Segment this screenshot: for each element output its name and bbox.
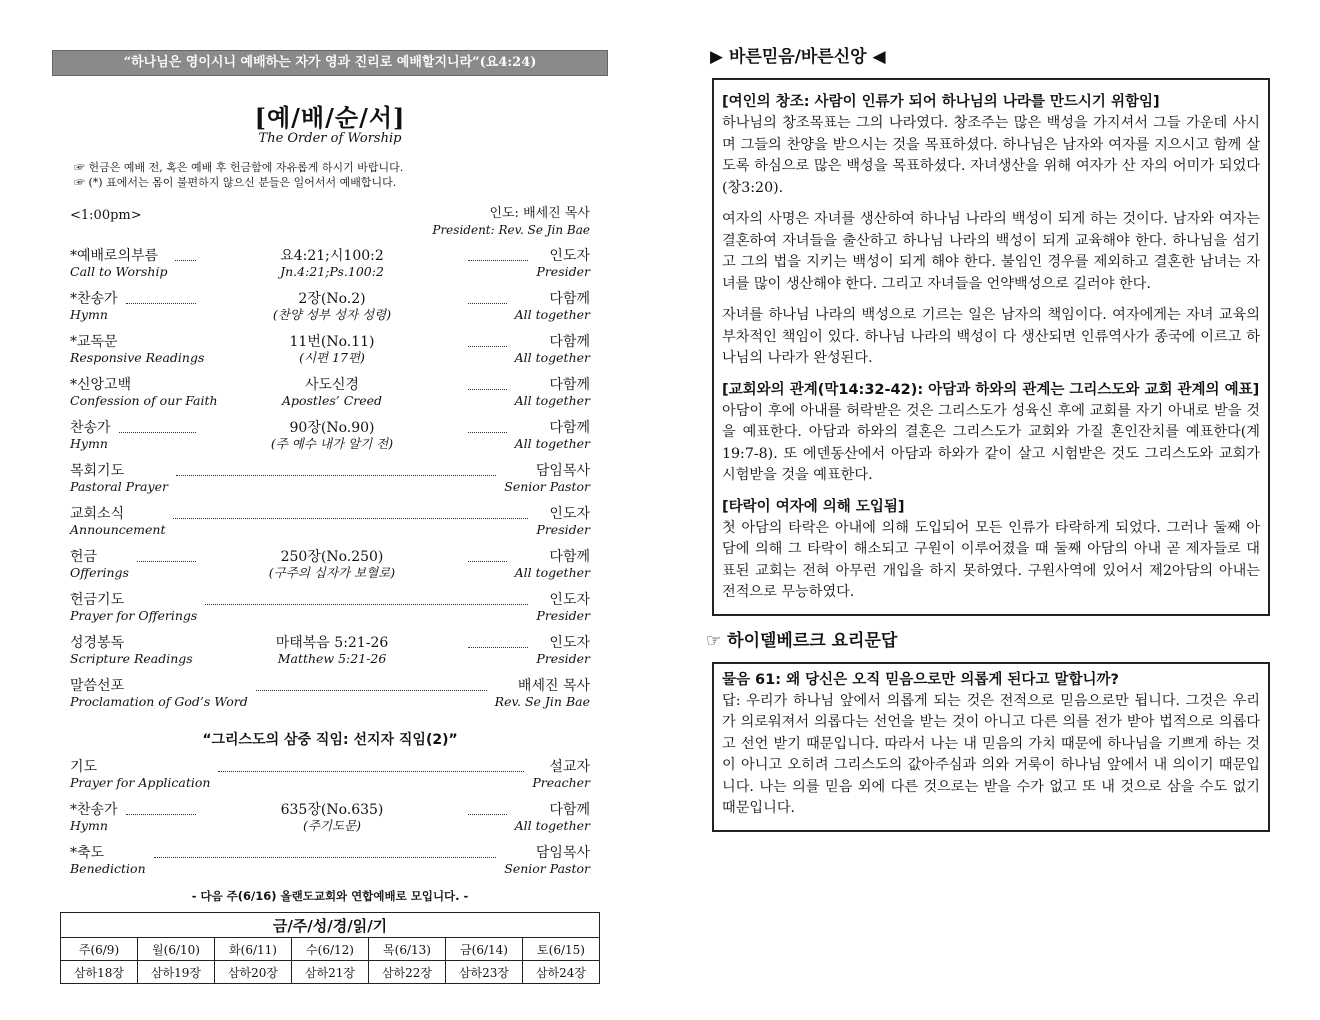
scripture-banner: “하나님은 영이시니 예배하는 자가 영과 진리로 예배할지니라”(요4:24) [52,50,608,76]
reading-passage: 삼하20장 [215,961,292,984]
dotted-leader [468,814,507,815]
catechism-answer: 답: 우리가 하나님 앞에서 의롭게 되는 것은 전적으로 믿음으로만 됩니다. 그것은 우리가 의로워져서 의롭다는 선언을 받는 것이 아니고 다른 의를 전가 받아 법적으로 의롭다고 선언 받기 때문입니다. 따라서 나는 내 믿음의 가치 때문에 하나님을 기쁘게 하는 것이 아니고 오히려 그리스도의 값아주심과 의와 거룩이 하나님 앞에서 내 의이기 때문입니다. 나는 의를 믿음 외에 다른 것으로는 받을 수가 없고 또 내 것으로 삼을 수도 없기 때문입니다. [722,692,1260,816]
item-detail-secondary: (주 예수 내가 알기 전) [270,436,394,451]
item-responsible-ko: 다함께 [549,549,590,565]
item-responsible [504,845,590,877]
item-responsible [515,377,590,409]
item-responsible [515,549,590,581]
weekly-bible-reading [60,912,600,984]
item-responsible [532,759,590,791]
catechism-box [712,662,1270,832]
dotted-leader [468,260,528,261]
item-detail-secondary: Matthew 5:21-26 [277,651,387,666]
item-name [70,334,204,366]
faith-heading: ▶ 바른믿음/바른신앙 ◀ [710,47,886,67]
item-detail [202,549,462,581]
item-responsible-en: Presider [536,608,590,623]
item-name-ko: 기도 [70,759,98,775]
worship-item [52,504,608,547]
paragraph: 자녀를 하나님 나라의 백성으로 기르는 일은 남자의 책임이다. 여자에게는 자녀 교육의 부차적인 책임이 있다. 하나님 나라의 백성이 다 생산되면 인류역사가 종국에 이르고 하나님의 나라가 완성된다. [722,307,1260,366]
reading-title: 금/주/성/경/읽/기 [61,913,600,938]
worship-item [52,332,608,375]
item-name [70,802,118,834]
faith-box [712,78,1270,616]
reading-passage: 삼하21장 [292,961,369,984]
item-name [70,845,146,877]
item-detail-secondary: (주기도문) [302,818,362,833]
item-responsible-en: All together [514,350,590,365]
item-responsible [536,506,590,538]
item-detail-secondary: (시편 17편) [299,350,365,365]
item-name-ko: 헌금기도 [70,592,125,608]
item-detail-primary: 사도신경 [304,377,360,393]
item-responsible-en: Presider [536,264,590,279]
item-detail-primary: 635장(No.635) [280,802,384,818]
item-name [70,248,167,280]
reading-passage: 삼하23장 [446,961,523,984]
paragraph: 하나님의 창조목표는 그의 나라였다. 창조주는 많은 백성을 가지셔서 그들 가운데 사시며 그들의 찬양을 받으시는 것을 목표하셨다. 하나님은 남자와 여자를 지으시고 함께 살도록 하심으로 많은 백성을 목표하셨다. 자녀생산을 위해 여자가 산 자의 어미가 되었다(창3:20). [722,115,1260,196]
item-responsible-ko: 인도자 [549,506,590,522]
worship-item [52,418,608,461]
sermon-title: “그리스도의 삼중 직임: 선지자 직임(2)” [202,732,458,748]
item-responsible-ko: 다함께 [549,802,590,818]
item-name [70,759,210,791]
item-responsible-en: Rev. Se Jin Bae [494,694,590,709]
item-responsible-en: All together [514,436,590,451]
item-responsible [515,334,590,366]
reading-passage: 삼하19장 [138,961,215,984]
dotted-leader [137,561,196,562]
dotted-leader [468,389,507,390]
item-detail-secondary: (찬양 성부 성자 성령) [272,307,392,322]
note-offering: ☞ 헌금은 예배 전, 혹은 예배 후 헌금함에 자유롭게 하시기 바랍니다. [74,161,404,174]
item-detail [202,291,462,323]
item-name-en: Scripture Readings [70,651,193,666]
worship-item [52,547,608,590]
dotted-leader [173,518,528,519]
item-responsible-ko: 다함께 [549,377,590,393]
item-detail-primary: 2장(No.2) [298,291,366,307]
paragraph: 아담이 후에 아내를 허락받은 것은 그리스도가 성육신 후에 교회를 자기 아내로 받을 것을 예표한다. 아담과 하와의 결혼은 그리스도가 교회와 가질 혼인잔치를 예표한다(계19:7-8). 또 에덴동산에서 아담과 하와가 같이 살고 시험받은 것도 그리스도와 교회가 시험받을 것을 예표한다. [722,402,1260,483]
notes [52,160,608,190]
item-responsible-ko: 담임목사 [535,463,590,479]
order-of-worship [52,50,608,984]
item-name-en: Prayer for Offerings [70,608,198,623]
item-name-en: Pastoral Prayer [70,479,168,494]
item-name [70,463,168,495]
reading-passage: 삼하18장 [61,961,138,984]
item-detail-secondary: Apostles’ Creed [281,393,383,408]
item-responsible-en: All together [514,307,590,322]
dotted-leader [218,771,524,772]
item-name-en: Benediction [70,861,146,876]
reading-day: 목(6/13) [369,938,446,961]
section-title-creation: [여인의 창조: 사람이 인류가 되어 하나님의 나라를 만드시기 위함임] [722,94,1160,110]
item-detail-primary: 11번(No.11) [289,334,375,350]
item-detail [202,248,462,280]
dotted-leader [468,303,507,304]
dotted-leader [468,561,507,562]
item-name-en: Offerings [70,565,129,580]
item-name-ko: *예배로의부름 [70,248,159,264]
item-responsible-ko: 설교자 [549,759,590,775]
item-name-en: Confession of our Faith [70,393,218,408]
item-detail [202,377,462,409]
item-responsible [504,463,590,495]
worship-item [52,843,608,886]
item-responsible-en: All together [514,818,590,833]
item-responsible [515,291,590,323]
item-responsible-ko: 인도자 [549,592,590,608]
item-responsible-en: All together [514,565,590,580]
dotted-leader [468,432,507,433]
item-detail [202,635,462,667]
worship-items [52,246,608,719]
paragraph: 첫 아담의 타락은 아내에 의해 도입되어 모든 인류가 타락하게 되었다. 그러나 둘째 아담에 의해 그 타락이 해소되고 구원이 이루어졌을 때 둘째 아담의 아내 곧 제자들로 대표된 교회는 전혀 아무런 개입을 하지 못하였다. 구원사역에 있어서 제2아담의 아내는 전적으로 무능하였다. [722,519,1260,600]
item-detail [202,420,462,452]
dotted-leader [176,475,496,476]
service-leader [432,206,590,238]
leader-en: President: Rev. Se Jin Bae [432,223,590,237]
item-responsible-en: All together [514,393,590,408]
item-name-en: Prayer for Application [70,775,211,790]
item-name-ko: 교회소식 [70,506,125,522]
item-name-en: Proclamation of God’s Word [70,694,248,709]
page-subtitle: The Order of Worship [258,131,402,146]
item-name [70,377,218,409]
item-name-ko: 목회기도 [70,463,125,479]
item-name-ko: 말씀선포 [70,678,125,694]
item-name-en: Hymn [70,818,108,833]
item-detail [202,334,462,366]
item-detail-secondary: (구주의 십자가 보혈로) [268,565,396,580]
item-responsible [495,678,590,710]
reading-day: 주(6/9) [61,938,138,961]
item-responsible-en: Senior Pastor [504,861,590,876]
dotted-leader [205,604,528,605]
item-responsible-en: Senior Pastor [504,479,590,494]
item-responsible [536,635,590,667]
item-detail-primary: 90장(No.90) [289,420,375,436]
item-name-ko: *신앙고백 [70,377,132,393]
item-responsible [536,592,590,624]
item-name-en: Hymn [70,436,108,451]
reading-day: 토(6/15) [523,938,600,961]
leader-ko: 인도: 배세진 목사 [489,206,590,221]
item-detail-primary: 요4:21;시100:2 [280,248,384,264]
dotted-leader [256,690,487,691]
item-responsible-ko: 인도자 [549,248,590,264]
item-name-en: Hymn [70,307,108,322]
item-responsible-ko: 인도자 [549,635,590,651]
dotted-leader [154,857,497,858]
dotted-leader [126,814,196,815]
page-title: [예/배/순/서] [254,103,406,132]
item-name [70,678,248,710]
announcement: - 다음 주(6/16) 올랜도교회와 연합예배로 모입니다. - [191,889,469,903]
item-name-en: Call to Worship [70,264,168,279]
reading-day: 월(6/10) [138,938,215,961]
reading-passages [61,961,600,984]
reading-day: 금(6/14) [446,938,523,961]
item-name-ko: *찬송가 [70,802,118,818]
worship-item [52,676,608,719]
worship-item [52,246,608,289]
service-time: <1:00pm> [70,208,142,223]
item-responsible-ko: 다함께 [549,334,590,350]
item-name [70,592,197,624]
item-name-en: Announcement [70,522,166,537]
worship-item [52,461,608,504]
item-name-ko: *축도 [70,845,105,861]
time-row [52,206,608,246]
item-name-ko: *교독문 [70,334,118,350]
item-name [70,549,129,581]
item-name [70,635,193,667]
dotted-leader [175,260,196,261]
worship-item [52,757,608,800]
dotted-leader [126,303,196,304]
reading-day: 화(6/11) [215,938,292,961]
item-responsible [515,802,590,834]
worship-item [52,375,608,418]
item-responsible-en: Preacher [532,775,590,790]
reading-days [61,938,600,961]
note-standing: ☞ (*) 표에서는 몸이 불편하지 않으신 분들은 일어서서 예배합니다. [74,176,397,189]
item-responsible-ko: 다함께 [549,420,590,436]
item-detail-primary: 250장(No.250) [280,549,384,565]
worship-item [52,590,608,633]
item-name-ko: 성경봉독 [70,635,125,651]
item-responsible-ko: 담임목사 [535,845,590,861]
item-responsible [536,248,590,280]
section-title-church: [교회와의 관계(막14:32-42): 아담과 하와의 관계는 그리스도와 교회 관계의 예표] [722,381,1260,398]
item-detail-secondary: Jn.4:21;Ps.100:2 [280,264,384,279]
dotted-leader [468,346,507,347]
item-responsible-ko: 다함께 [549,291,590,307]
item-responsible-en: Presider [536,522,590,537]
item-name [70,420,111,452]
item-detail [202,802,462,834]
item-name-ko: *찬송가 [70,291,118,307]
dotted-leader [119,432,196,433]
catechism-question: 물음 61: 왜 당신은 오직 믿음으로만 의롭게 된다고 말합니까? [722,671,1119,688]
item-name [70,506,165,538]
item-detail-primary: 마태복음 5:21-26 [275,635,389,651]
item-responsible-ko: 배세진 목사 [517,678,590,694]
paragraph: 여자의 사명은 자녀를 생산하여 하나님 나라의 백성이 되게 하는 것이다. 남자와 여자는 결혼하여 자녀들을 출산하고 하나님 나라의 백성이 되게 교육해야 한다. 하나님을 섬기고 그의 법을 지키는 백성이 되게 해야 한다. 불임인 경우를 제외하고 결혼한 남녀는 자녀를 많이 생산해야 한다. 그리고 자녀들을 언약백성으로 길러야 한다. [722,211,1260,292]
worship-item [52,800,608,843]
reading-day: 수(6/12) [292,938,369,961]
dotted-leader [468,647,528,648]
catechism-heading: ☞ 하이델베르크 요리문답 [706,630,898,651]
worship-items-after-sermon [52,757,608,886]
item-name-ko: 찬송가 [70,420,111,436]
item-name-ko: 헌금 [70,549,98,565]
item-name [70,291,118,323]
section-title-fall: [타락이 여자에 의해 도입됨] [722,498,905,515]
faith-section [706,44,1270,832]
reading-passage: 삼하24장 [523,961,600,984]
item-responsible [515,420,590,452]
worship-item [52,633,608,676]
item-name-en: Responsive Readings [70,350,205,365]
reading-passage: 삼하22장 [369,961,446,984]
worship-item [52,289,608,332]
item-responsible-en: Presider [536,651,590,666]
